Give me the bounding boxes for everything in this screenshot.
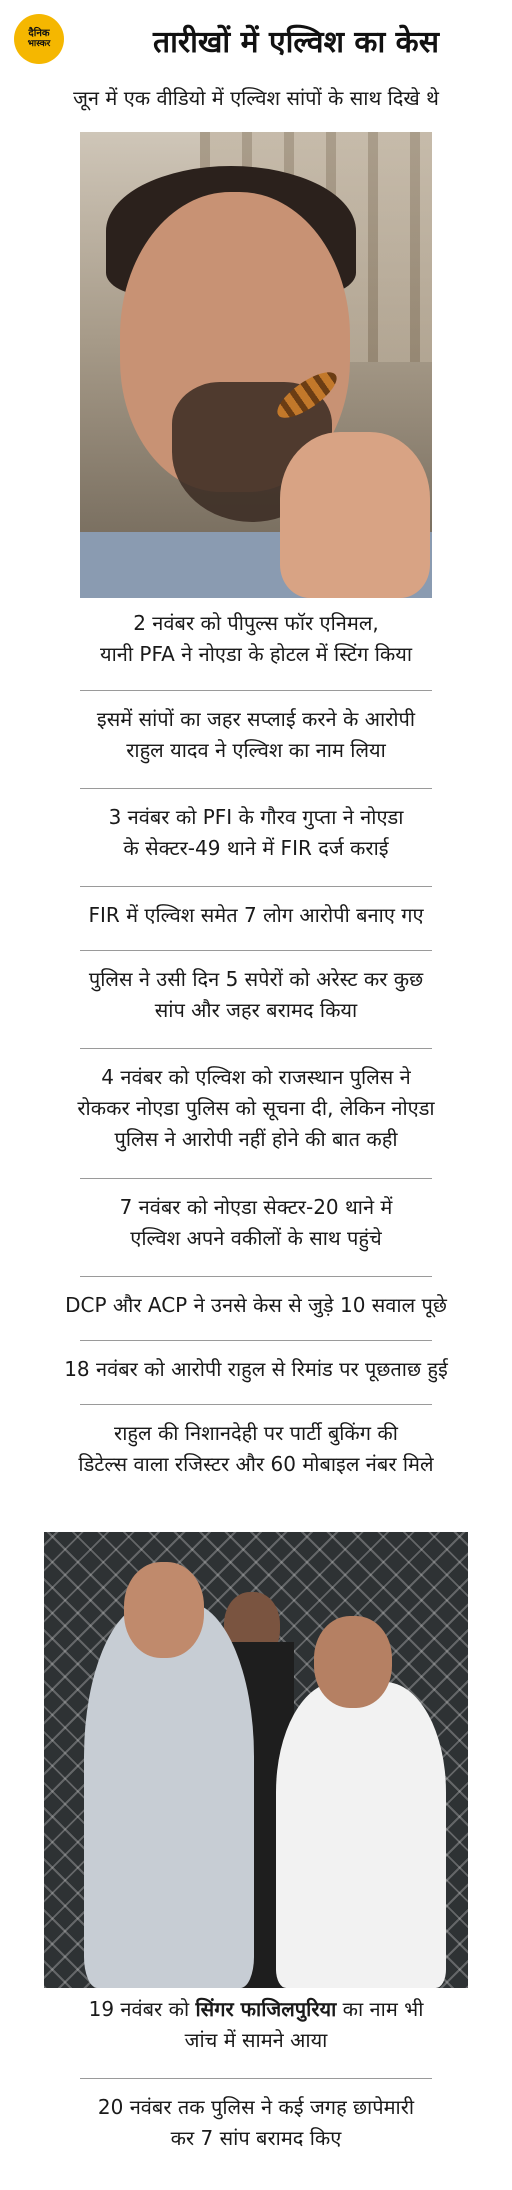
timeline-item-nov4-rajasthan [40,1062,472,1155]
item-line: राहुल की निशानदेही पर पार्टी बुकिंग की [114,1421,398,1445]
timeline-item-nov19-fazilpuria [40,1994,472,2056]
item-line: जांच में सामने आया [184,2028,328,2052]
item-line: 7 नवंबर को नोएडा सेक्टर-20 थाने में [119,1195,393,1219]
item-line: इसमें सांपों का जहर सप्लाई करने के आरोपी [96,707,416,731]
divider [80,788,432,789]
caption-post: का नाम भी [336,1997,424,2021]
timeline-item-ten-questions [40,1290,472,1321]
divider [80,1048,432,1049]
logo-line1: दैनिक [28,28,50,40]
divider [80,690,432,691]
page-title: तारीखों में एल्विश का केस [152,25,440,60]
divider [80,886,432,887]
item-line: के सेक्टर-49 थाने में FIR दर्ज कराई [123,836,389,860]
timeline-item-snake-charmers-arrested [40,964,472,1026]
item-line: 18 नवंबर को आरोपी राहुल से रिमांड पर पूछताछ हुई [64,1357,448,1381]
divider [80,2078,432,2079]
divider [80,1404,432,1405]
divider [80,1276,432,1277]
timeline-item-seven-accused [40,900,472,931]
item-line: सांप और जहर बरामद किया [154,998,358,1022]
item-line: राहुल यादव ने एल्विश का नाम लिया [126,738,386,762]
elvish-snake-photo [80,132,432,598]
item-line: 2 नवंबर को पीपुल्स फॉर एनिमल, [133,611,379,635]
timeline-item-nov2-sting [40,608,472,670]
item-line: यानी PFA ने नोएडा के होटल में स्टिंग किया [99,642,413,666]
item-line: कर 7 सांप बरामद किए [170,2126,342,2150]
timeline-item-nov18-remand [40,1354,472,1385]
subtitle: जून में एक वीडियो में एल्विश सांपों के साथ दिखे थे [73,86,439,110]
item-line: पुलिस ने आरोपी नहीं होने की बात कही [114,1127,398,1151]
item-line [40,1994,472,2025]
timeline-item-nov20-raids [40,2092,472,2154]
item-line: डिटेल्स वाला रजिस्टर और 60 मोबाइल नंबर मिले [78,1452,434,1476]
item-line: पुलिस ने उसी दिन 5 सपेरों को अरेस्ट कर कुछ [88,967,424,991]
elvish-fazilpuria-photo [44,1532,468,1988]
logo-line2: भास्कर [27,38,51,49]
item-line: DCP और ACP ने उनसे केस से जुड़े 10 सवाल पूछे [65,1293,447,1317]
caption-pre: 19 नवंबर को [88,1997,196,2021]
singer-name: सिंगर फाजिलपुरिया [195,1997,337,2021]
item-line: रोककर नोएडा पुलिस को सूचना दी, लेकिन नोएडा [77,1096,435,1120]
divider [80,1178,432,1179]
item-line: 20 नवंबर तक पुलिस ने कई जगह छापेमारी [97,2095,415,2119]
timeline-item-rahul-named [40,704,472,766]
divider [80,1340,432,1341]
item-line: एल्विश अपने वकीलों के साथ पहुंचे [130,1226,382,1250]
timeline-item-nov3-fir [40,802,472,864]
item-line: 4 नवंबर को एल्विश को राजस्थान पुलिस ने [101,1065,411,1089]
item-line: 3 नवंबर को PFI के गौरव गुप्ता ने नोएडा [108,805,404,829]
timeline-item-register-found [40,1418,472,1480]
timeline-item-nov7-police-station [40,1192,472,1254]
dainik-bhaskar-logo[interactable] [14,14,64,64]
item-line: FIR में एल्विश समेत 7 लोग आरोपी बनाए गए [88,903,424,927]
divider [80,950,432,951]
